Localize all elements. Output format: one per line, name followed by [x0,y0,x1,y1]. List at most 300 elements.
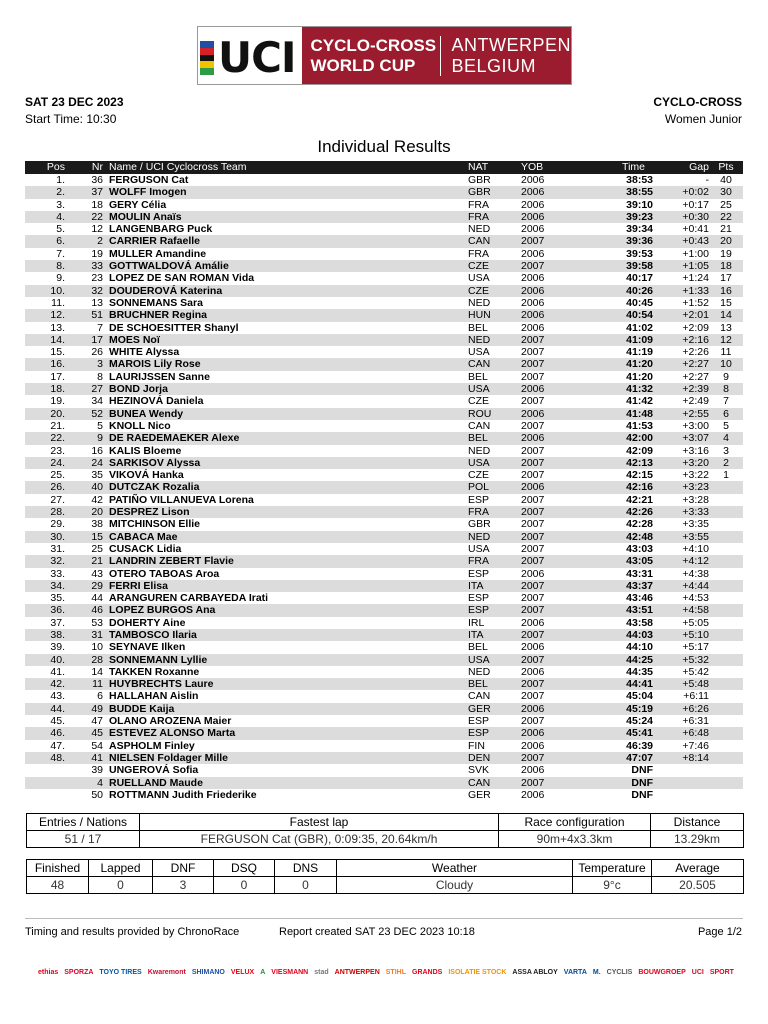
cell-yob: 2006 [521,174,545,186]
cell-time: 43:05 [579,555,653,567]
cell-pos: 39. [50,641,65,654]
cell-gap: +0:41 [682,223,709,236]
cell-name: ESTEVEZ ALONSO Marta [109,727,468,739]
cell-pos: 46. [25,727,69,739]
cell-yob: 2007 [521,604,579,616]
cell-pos: 7. [56,247,65,260]
cell-nat: CZE [468,395,489,408]
sponsor-logo: A [260,969,266,976]
cell-time: 43:37 [579,580,653,592]
cell-pts: 25 [720,198,732,211]
cell-yob: 2006 [521,567,545,580]
table-row [25,580,743,592]
cell-pts [709,555,743,567]
cell-yob: 2006 [521,309,579,321]
cell-time: 40:26 [579,285,653,297]
cell-nat: ESP [468,604,521,616]
cell-name: DOHERTY Aine [109,616,186,629]
cell-nr: 53 [91,616,103,629]
cell-nr: 33 [69,260,109,272]
cell-nr: 49 [69,703,109,715]
table-row [25,199,743,211]
cell-pts: 7 [723,395,729,408]
cell-yob: 2006 [521,247,545,260]
cell-name: WHITE Alyssa [109,346,180,359]
table-row [25,211,743,223]
table-row [25,543,743,555]
cell-name: GOTTWALDOVÁ Amálie [109,260,468,272]
results-body [25,174,743,801]
cell-time: 45:24 [626,715,653,728]
cell-time: 46:39 [626,739,653,752]
cell-gap: +6:48 [653,727,709,739]
dns-value: 0 [275,877,337,894]
table-row [25,641,743,653]
cell-gap: +6:31 [682,715,709,728]
cell-name: GERY Célia [109,198,167,211]
fastest-lap-value: FERGUSON Cat (GBR), 0:09:35, 20.64km/h [140,831,499,848]
event-title-block [302,27,571,84]
cell-gap: +5:05 [682,616,709,629]
cell-nr: 27 [69,383,109,395]
cell-pos: 5. [56,223,65,236]
cell-gap: +0:30 [653,211,709,223]
cell-pts [709,789,743,801]
cell-yob: 2006 [521,285,579,297]
cell-nr: 12 [91,223,103,236]
stats-summary-header [27,860,744,877]
cell-pts [709,764,743,776]
cell-name: DOUDEROVÁ Katerina [109,285,468,297]
cell-nr: 41 [69,752,109,764]
cell-time: 41:48 [579,408,653,420]
cell-time: 43:31 [626,567,653,580]
cell-time: 42:09 [626,444,653,457]
cell-gap: +1:05 [653,260,709,272]
table-row [25,789,743,801]
cell-nr: 39 [91,764,103,777]
cell-pos: 16. [25,358,69,370]
cell-nat: ESP [468,727,521,739]
event-name-line2: WORLD CUP [310,55,416,75]
cell-nr: 47 [91,715,103,728]
table-row [25,703,743,715]
cell-nr: 35 [91,469,103,482]
table-row [25,334,743,346]
cell-time: 38:53 [626,174,653,186]
cell-name: HALLAHAN Aislin [109,690,199,703]
cell-nat: USA [468,272,490,285]
page-title: Individual Results [317,137,451,156]
cell-nr: 19 [91,247,103,260]
race-summary-values [27,831,744,848]
sponsor-logo: ISOLATIE STOCK [448,969,507,976]
cell-gap: +1:52 [682,296,709,309]
cell-nat: ITA [468,629,521,641]
cell-pos: 15. [50,346,65,359]
cell-gap: +5:17 [682,641,709,654]
cell-nr: 10 [91,641,103,654]
cell-pts [709,617,743,629]
cell-gap: +6:26 [653,703,709,715]
dnf-label: DNF [153,860,214,877]
cell-yob: 2006 [521,408,579,420]
cell-gap: +8:14 [653,752,709,764]
start-time: Start Time: 10:30 [25,112,117,126]
cell-pts: 22 [709,211,743,223]
cell-name: LOPEZ BURGOS Ana [109,604,468,616]
sponsor-logo: CYCLIS [606,969,633,976]
cell-yob: 2006 [521,703,579,715]
cell-nr: 34 [91,395,103,408]
race-config-value: 90m+4x3.3km [499,831,651,848]
dsq-label: DSQ [214,860,275,877]
table-row [25,186,743,198]
cell-time: 41:19 [626,346,653,359]
cell-name: DE SCHOESITTER Shanyl [109,321,239,334]
cell-nr: 20 [69,506,109,518]
cell-gap: +3:16 [682,444,709,457]
cell-pos: 29. [50,518,65,531]
cell-name: FERRI Elisa [109,580,468,592]
cell-nat: FIN [468,739,485,752]
cell-nat: IRL [468,616,485,629]
cell-nat: BEL [468,641,488,654]
cell-time: 42:16 [579,481,653,493]
cell-nat: BEL [468,370,488,383]
cell-time: 42:21 [626,493,653,506]
cell-pos: 19. [50,395,65,408]
cell-name: DE RAEDEMAEKER Alexe [109,432,468,444]
cell-nr: 51 [69,309,109,321]
cell-name: CABACA Mae [109,531,468,543]
cell-yob: 2007 [521,235,579,247]
cell-time: 42:13 [579,457,653,469]
dns-label: DNS [275,860,337,877]
cell-yob: 2007 [521,493,545,506]
cell-pts: 17 [720,272,732,285]
cell-time: 43:51 [579,604,653,616]
distance-label: Distance [651,814,744,831]
finished-value: 48 [27,877,89,894]
cell-name: BOND Jorja [109,383,468,395]
cell-gap: +5:10 [653,629,709,641]
cell-yob: 2007 [521,469,545,482]
table-row [25,629,743,641]
sponsor-logo: ANTWERPEN [334,969,380,976]
cell-nr: 18 [91,198,103,211]
cell-pos: 43. [50,690,65,703]
event-name-line1: CYCLO-CROSS [310,35,437,55]
cell-yob: 2007 [521,346,545,359]
cell-gap: +4:53 [682,592,709,605]
cell-name: DUTCZAK Rozalia [109,481,468,493]
cell-gap: +4:38 [682,567,709,580]
cell-gap: +3:33 [653,506,709,518]
cell-gap: +3:35 [682,518,709,531]
cell-pts [709,518,743,530]
cell-yob: 2007 [521,629,579,641]
race-summary-table [26,813,744,848]
table-row [25,764,743,776]
cell-pos [25,777,69,789]
cell-nat: USA [468,383,521,395]
cell-yob: 2007 [521,752,579,764]
cell-pts [709,777,743,789]
cell-name: HEZINOVÁ Daniela [109,395,204,408]
cell-yob: 2007 [521,678,579,690]
cell-pts: 21 [720,223,732,236]
cell-nat: CAN [468,690,491,703]
cell-gap: +2:01 [653,309,709,321]
footer-divider [25,918,743,919]
table-row [25,297,743,309]
table-row [25,654,743,666]
dnf-value: 3 [153,877,214,894]
cell-time: 38:55 [579,186,653,198]
cell-yob: 2007 [521,457,579,469]
sponsor-logo: SHIMANO [191,969,225,976]
cell-nat: FRA [468,211,521,223]
lapped-label: Lapped [89,860,153,877]
table-row [25,715,743,727]
cell-pos: 18. [25,383,69,395]
cell-nat: NED [468,296,491,309]
cell-yob: 2007 [521,715,545,728]
cell-nat: BEL [468,321,488,334]
uci-logo-text: UCI [218,33,296,82]
cell-nr: 29 [69,580,109,592]
cell-time: 39:34 [626,223,653,236]
cell-nat: POL [468,481,521,493]
cell-pos: 47. [50,739,65,752]
cell-gap [653,764,709,776]
cell-yob: 2007 [521,592,545,605]
cell-nat: GER [468,788,491,801]
cell-gap: +3:23 [653,481,709,493]
cell-yob: 2006 [521,788,545,801]
cell-time: 43:03 [626,542,653,555]
cell-pts [709,592,743,604]
results-header-row [25,161,743,174]
cell-yob: 2006 [521,432,579,444]
cell-nr: 50 [91,788,103,801]
cell-time: 45:19 [579,703,653,715]
cell-nr: 36 [91,174,103,186]
cell-time: 41:02 [626,321,653,334]
table-row [25,666,743,678]
discipline: CYCLO-CROSS [653,95,742,109]
table-row [25,445,743,457]
table-row [25,518,743,530]
cell-gap: +4:44 [653,580,709,592]
cell-gap: +3:55 [653,531,709,543]
cell-time: 40:17 [626,272,653,285]
table-row [25,592,743,604]
cell-nat: CZE [468,285,521,297]
cell-yob: 2006 [521,211,579,223]
cell-yob: 2007 [521,260,579,272]
cell-name: BUDDE Kaija [109,703,468,715]
cell-pos: 10. [25,285,69,297]
cell-nat: CAN [468,358,521,370]
cell-time: 39:23 [579,211,653,223]
cell-pts [709,543,743,555]
table-row [25,408,743,420]
page-number: Page 1/2 [697,926,742,938]
cell-yob: 2006 [521,223,545,236]
col-gap: Gap [653,161,709,174]
cell-nat: NED [468,444,491,457]
cell-pos: 28. [25,506,69,518]
table-row [25,690,743,702]
table-row [25,358,743,370]
table-row [25,555,743,567]
lapped-value: 0 [89,877,153,894]
cell-pts: 11 [720,346,732,359]
entries-value: 51 / 17 [27,831,140,848]
cell-name: ROTTMANN Judith Friederike [109,788,257,801]
cell-name: MITCHINSON Ellie [109,518,201,531]
sponsor-logo: GRANDS [412,969,443,976]
cell-pos: 45. [50,715,65,728]
cell-nr: 9 [69,432,109,444]
cell-pos: 44. [25,703,69,715]
cell-pts [709,604,743,616]
col-name: Name / UCI Cyclocross Team [109,161,468,174]
cell-name: ARANGUREN CARBAYEDA Irati [109,592,269,605]
temperature-label: Temperature [573,860,652,877]
table-row [25,174,743,186]
fastest-lap-label: Fastest lap [140,814,499,831]
cell-name: CUSACK Lidia [109,542,182,555]
cell-time: 44:03 [579,629,653,641]
cell-pts [709,703,743,715]
cell-pts: 19 [720,247,732,260]
cell-pos: 17. [50,370,65,383]
cell-nat: ESP [468,592,490,605]
cell-yob: 2007 [521,370,545,383]
table-row [25,395,743,407]
cell-pts [709,727,743,739]
cell-time: 41:20 [626,370,653,383]
cell-pts: 13 [720,321,732,334]
stats-summary-table [26,859,744,894]
cell-nr: 44 [91,592,103,605]
table-row [25,740,743,752]
cell-pos: 36. [25,604,69,616]
col-yob: YOB [521,161,579,174]
cell-nr: 3 [69,358,109,370]
cell-gap: +5:48 [653,678,709,690]
table-row [25,506,743,518]
cell-yob: 2007 [521,395,545,408]
cell-name: UNGEROVÁ Sofia [109,764,199,777]
cell-yob: 2007 [521,444,545,457]
cell-time: 39:10 [626,198,653,211]
cell-pos: 23. [50,444,65,457]
cell-pos: 9. [56,272,65,285]
cell-pts [709,715,743,727]
cell-gap: +1:33 [653,285,709,297]
cell-pts [709,531,743,543]
cell-nr: 45 [69,727,109,739]
cell-time: 45:41 [579,727,653,739]
cell-pts: 8 [709,383,743,395]
sponsor-logo: ASSA ABLOY [512,969,558,976]
cell-nr: 32 [69,285,109,297]
cell-pos: 42. [25,678,69,690]
cell-name: DESPREZ Lison [109,506,468,518]
cell-gap: +1:00 [682,247,709,260]
cell-pts [709,666,743,678]
cell-gap: +3:00 [682,419,709,432]
cell-nat: BEL [468,678,521,690]
col-nat: NAT [468,161,521,174]
cell-nr: 37 [69,186,109,198]
cell-gap: +2:49 [682,395,709,408]
cell-time: DNF [631,788,653,801]
cell-pos: 4. [25,211,69,223]
cell-yob: 2006 [521,296,545,309]
cell-nr: 42 [91,493,103,506]
cell-nat: CAN [468,777,521,789]
cell-nat: FRA [468,198,489,211]
cell-nr: 16 [91,444,103,457]
cell-time: 41:53 [626,419,653,432]
cell-gap: +3:22 [682,469,709,482]
cell-name: WOLFF Imogen [109,186,468,198]
cell-pts: 18 [709,260,743,272]
cell-yob: 2006 [521,739,545,752]
race-summary-header [27,814,744,831]
cell-gap: +2:09 [682,321,709,334]
cell-pts [709,641,743,653]
cell-gap: +4:10 [682,542,709,555]
rainbow-stripes-icon [200,41,214,75]
cell-pts: 12 [709,334,743,346]
cell-nat: USA [468,346,490,359]
cell-nat: NED [468,665,491,678]
cell-name: ASPHOLM Finley [109,739,195,752]
cell-name: MAROIS Lily Rose [109,358,468,370]
cell-nat: USA [468,457,521,469]
cell-nr: 21 [69,555,109,567]
table-row [25,272,743,284]
cell-pos: 2. [25,186,69,198]
cell-pts: 15 [720,296,732,309]
race-config-label: Race configuration [499,814,651,831]
cell-yob: 2006 [521,616,545,629]
cell-nr: 46 [69,604,109,616]
uci-logo [198,27,302,84]
cell-nr: 26 [91,346,103,359]
cell-nat: CZE [468,469,489,482]
cell-pts: 6 [709,408,743,420]
cell-gap: +0:43 [653,235,709,247]
cell-yob: 2006 [521,641,545,654]
table-row [25,469,743,481]
col-nr: Nr [69,161,109,174]
cell-nr: 28 [69,654,109,666]
cell-nat: ESP [468,567,490,580]
cell-name: KALIS Bloeme [109,444,182,457]
cell-pos: 12. [25,309,69,321]
table-row [25,322,743,334]
cell-gap: +4:12 [653,555,709,567]
cell-pos: 26. [25,481,69,493]
cell-nat: SVK [468,764,490,777]
